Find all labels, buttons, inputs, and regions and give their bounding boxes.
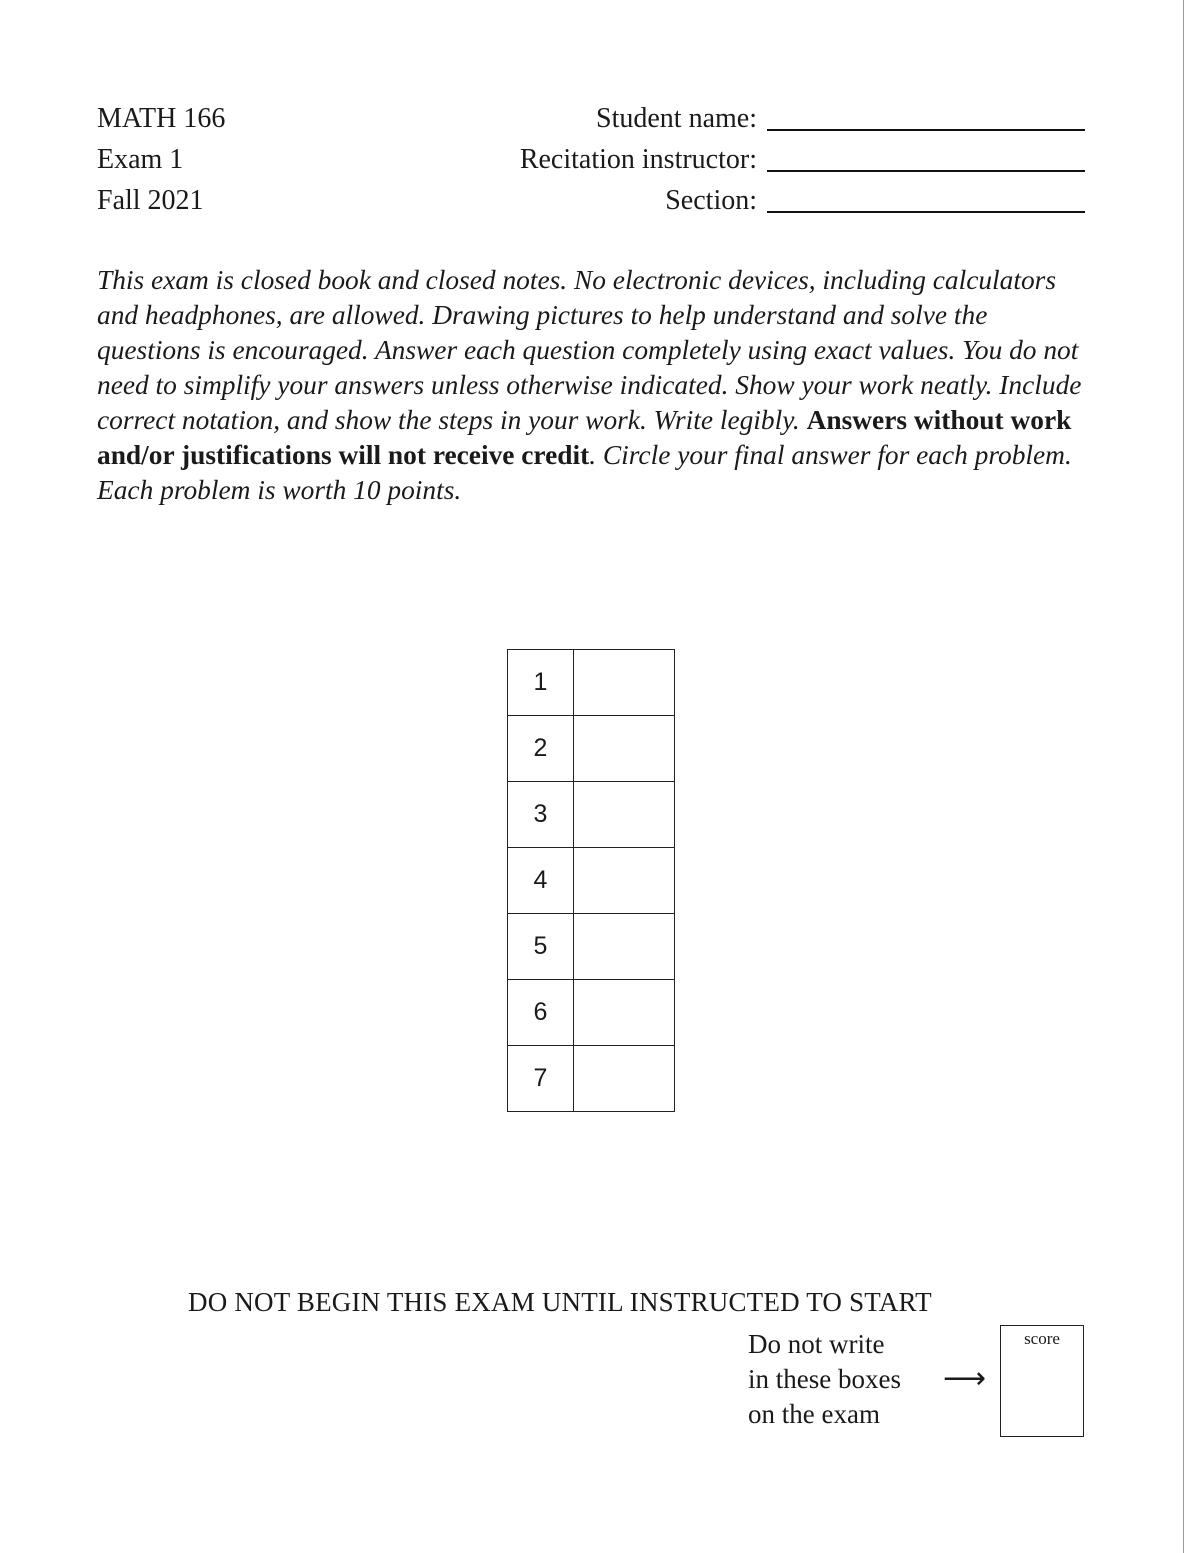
do-not-write-note [748, 1327, 901, 1432]
problem-score-cell [574, 782, 675, 848]
section-field[interactable] [767, 183, 1085, 213]
section-label: Section: [665, 185, 757, 216]
exam-term: Fall 2021 [97, 185, 204, 216]
problem-number: 7 [508, 1046, 574, 1112]
grid-row [508, 716, 675, 782]
score-label: score [1024, 1329, 1060, 1348]
student-fields [440, 98, 1085, 221]
grid-row [508, 782, 675, 848]
instructions-text: This exam is closed book and closed notes. No electronic devices, including calculators and headphones, are allowed. Drawing pictures to help understand and solve the questions is encouraged. Answer each question completely using exact values. You do not need to simplify your answers unless otherwise indicated. Show your work neatly. Include correct notation, and show the steps in your work. Write legibly. [97, 265, 1082, 435]
start-notice: DO NOT BEGIN THIS EXAM UNTIL INSTRUCTED TO START [188, 1287, 932, 1317]
page-edge-line [1183, 0, 1184, 1553]
grid-row [508, 848, 675, 914]
problem-number: 3 [508, 782, 574, 848]
problem-number: 6 [508, 980, 574, 1046]
problem-number: 4 [508, 848, 574, 914]
grid-row [508, 980, 675, 1046]
problem-score-cell [574, 980, 675, 1046]
problem-score-cell [574, 914, 675, 980]
exam-title: Exam 1 [97, 144, 184, 175]
problem-score-cell [574, 1046, 675, 1112]
instructions-text-end: . Circle your final answer for each problem. Each problem is worth 10 points. [97, 440, 1072, 505]
note-line: on the exam [748, 1399, 880, 1429]
course-title: MATH 166 [97, 103, 226, 134]
note-line: in these boxes [748, 1364, 901, 1394]
recitation-instructor-row [440, 139, 1085, 180]
instructions-bold-warning: Answers without work and/or justifications will not receive credit [97, 405, 1072, 470]
section-row [440, 180, 1085, 221]
recitation-instructor-label: Recitation instructor: [519, 144, 757, 175]
recitation-instructor-field[interactable] [767, 142, 1085, 172]
problem-score-cell [574, 716, 675, 782]
problem-number: 5 [508, 914, 574, 980]
score-box [1000, 1325, 1084, 1437]
student-name-field[interactable] [767, 101, 1085, 131]
grid-row [508, 650, 675, 716]
problem-score-cell [574, 650, 675, 716]
student-name-row [440, 98, 1085, 139]
grid-row [508, 914, 675, 980]
problem-score-cell [574, 848, 675, 914]
course-info [97, 98, 225, 221]
right-arrow-icon: ⟶ [943, 1361, 987, 1396]
grid-row [508, 1046, 675, 1112]
student-name-label: Student name: [596, 103, 757, 134]
problem-number: 2 [508, 716, 574, 782]
problem-number: 1 [508, 650, 574, 716]
exam-instructions [97, 263, 1087, 508]
problem-score-grid [507, 649, 675, 1112]
note-line: Do not write [748, 1329, 885, 1359]
